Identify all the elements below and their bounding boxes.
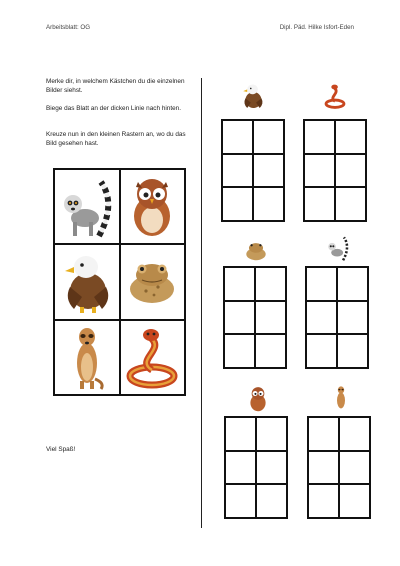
answer-thumb-owl [246,384,270,414]
snake-icon [324,82,346,110]
answer-grid-lemur [305,266,369,369]
answer-grid-toad [223,266,287,369]
answer-thumb-lemur [324,234,352,262]
picture-cell-meerkat [54,320,120,395]
answer-box[interactable] [253,187,284,221]
answer-box[interactable] [222,187,253,221]
instruction-2: Biege das Blatt an der dicken Linie nach hinten. [46,105,182,112]
answer-box[interactable] [255,267,286,301]
toad-icon [244,240,268,262]
answer-box[interactable] [256,451,287,485]
snake-icon [125,324,179,390]
picture-cell-owl [120,169,186,244]
answer-box[interactable] [306,267,337,301]
answer-thumb-toad [243,239,269,263]
answer-box[interactable] [304,154,335,188]
answer-grid-meerkat [307,416,371,519]
answer-box[interactable] [222,154,253,188]
answer-box[interactable] [255,334,286,368]
picture-grid [53,168,186,396]
eagle-icon [60,249,114,315]
eagle-icon [241,81,265,111]
lemur-icon [59,174,115,240]
answer-box[interactable] [225,451,256,485]
toad-icon [126,257,178,307]
answer-thumb-eagle [240,80,266,112]
answer-thumb-snake [322,80,348,112]
header-right: Dipl. Päd. Hilke Isfort-Eden [279,24,354,31]
answer-grid-eagle [221,119,285,222]
answer-box[interactable] [308,417,339,451]
header-left: Arbeitsblatt: OG [46,24,91,31]
answer-box[interactable] [253,154,284,188]
answer-box[interactable] [255,301,286,335]
instruction-1: Merke dir, in welchem Kästchen du die einzelnen Bilder siehst. [46,78,185,94]
answer-box[interactable] [308,451,339,485]
answer-box[interactable] [225,484,256,518]
answer-box[interactable] [222,120,253,154]
owl-icon [247,385,269,413]
answer-box[interactable] [256,417,287,451]
answer-box[interactable] [339,451,370,485]
answer-box[interactable] [304,120,335,154]
picture-cell-toad [120,244,186,319]
answer-box[interactable] [306,334,337,368]
meerkat-icon [67,323,107,391]
picture-cell-lemur [54,169,120,244]
answer-box[interactable] [304,187,335,221]
answer-box[interactable] [224,301,255,335]
fold-line [201,78,202,528]
answer-box[interactable] [225,417,256,451]
answer-grid-owl [224,416,288,519]
answer-box[interactable] [335,154,366,188]
answer-box[interactable] [306,301,337,335]
footer-text: Viel Spaß! [46,446,76,453]
answer-grid-snake [303,119,367,222]
answer-box[interactable] [335,120,366,154]
answer-box[interactable] [256,484,287,518]
answer-box[interactable] [224,267,255,301]
answer-box[interactable] [337,301,368,335]
answer-box[interactable] [335,187,366,221]
answer-box[interactable] [308,484,339,518]
answer-box[interactable] [337,267,368,301]
answer-box[interactable] [339,417,370,451]
answer-box[interactable] [253,120,284,154]
answer-thumb-meerkat [332,382,350,414]
answer-box[interactable] [224,334,255,368]
meerkat-icon [333,383,349,413]
picture-cell-snake [120,320,186,395]
answer-box[interactable] [339,484,370,518]
answer-box[interactable] [337,334,368,368]
lemur-icon [325,234,351,262]
owl-icon [126,174,178,240]
picture-cell-eagle [54,244,120,319]
instruction-3: Kreuze nun in den kleinen Rastern an, wo du das Bild gesehen hast. [46,131,186,147]
